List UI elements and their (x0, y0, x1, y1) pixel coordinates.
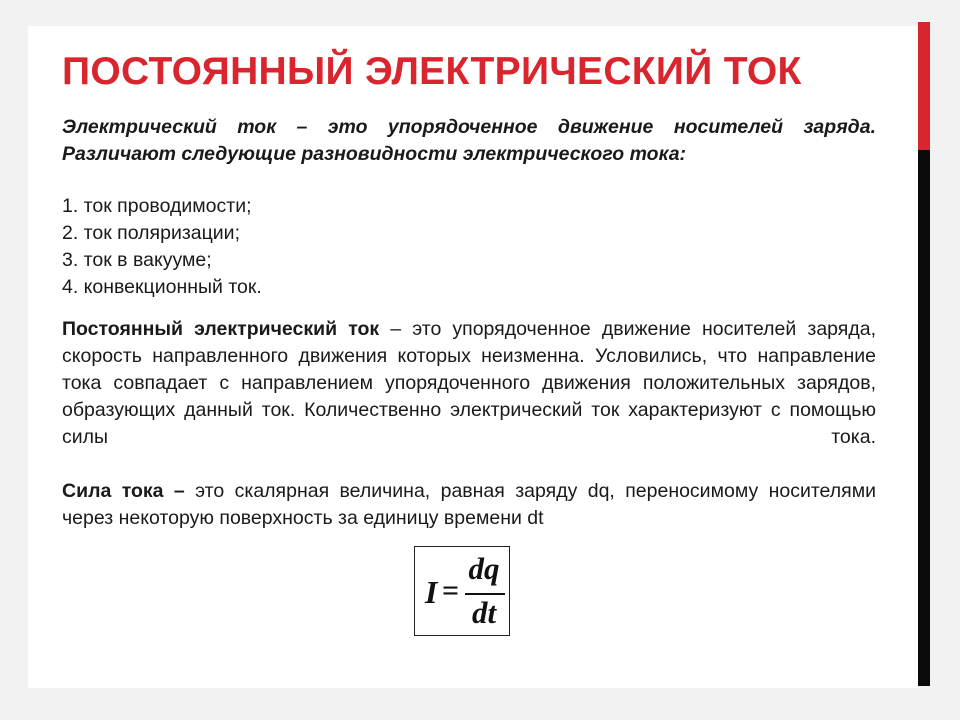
slide-title: ПОСТОЯННЫЙ ЭЛЕКТРИЧЕСКИЙ ТОК (62, 50, 802, 93)
accent-bar-red (918, 22, 930, 150)
current-strength-paragraph (62, 478, 876, 532)
list-item: 1. ток проводимости; (62, 195, 252, 217)
list-item: 3. ток в вакууме; (62, 249, 212, 271)
list-item: 2. ток поляризации; (62, 222, 240, 244)
formula-denominator: dt (471, 595, 497, 630)
direct-current-term: Постоянный электрический ток (62, 318, 380, 340)
current-strength-term: Сила тока – (62, 480, 185, 502)
direct-current-paragraph (62, 316, 876, 451)
accent-bar-black (918, 150, 930, 686)
current-formula (414, 546, 510, 636)
current-types-list (62, 193, 662, 301)
formula-lhs: I (425, 574, 438, 610)
current-strength-definition: это скалярная величина, равная заряду dq, переносимому носителями через некоторую поверхность за единицу времени dt (62, 480, 876, 529)
list-item: 4. конвекционный ток. (62, 276, 262, 298)
intro-paragraph: Электрический ток – это упорядоченное движение носителей заряда. Различают следующие разновидности электрического тока: (62, 116, 876, 165)
formula-equals: = (442, 574, 460, 607)
formula-numerator: dq (468, 551, 500, 586)
direct-current-definition: – это упорядоченное движение носителей заряда, скорость направленного движения которых неизменна. Условились, что направление тока совпадает с направлением упорядоченного движения положительных зарядов, образующих данный ток. Количественно электрический ток характеризуют с помощью силы тока. (62, 318, 877, 448)
